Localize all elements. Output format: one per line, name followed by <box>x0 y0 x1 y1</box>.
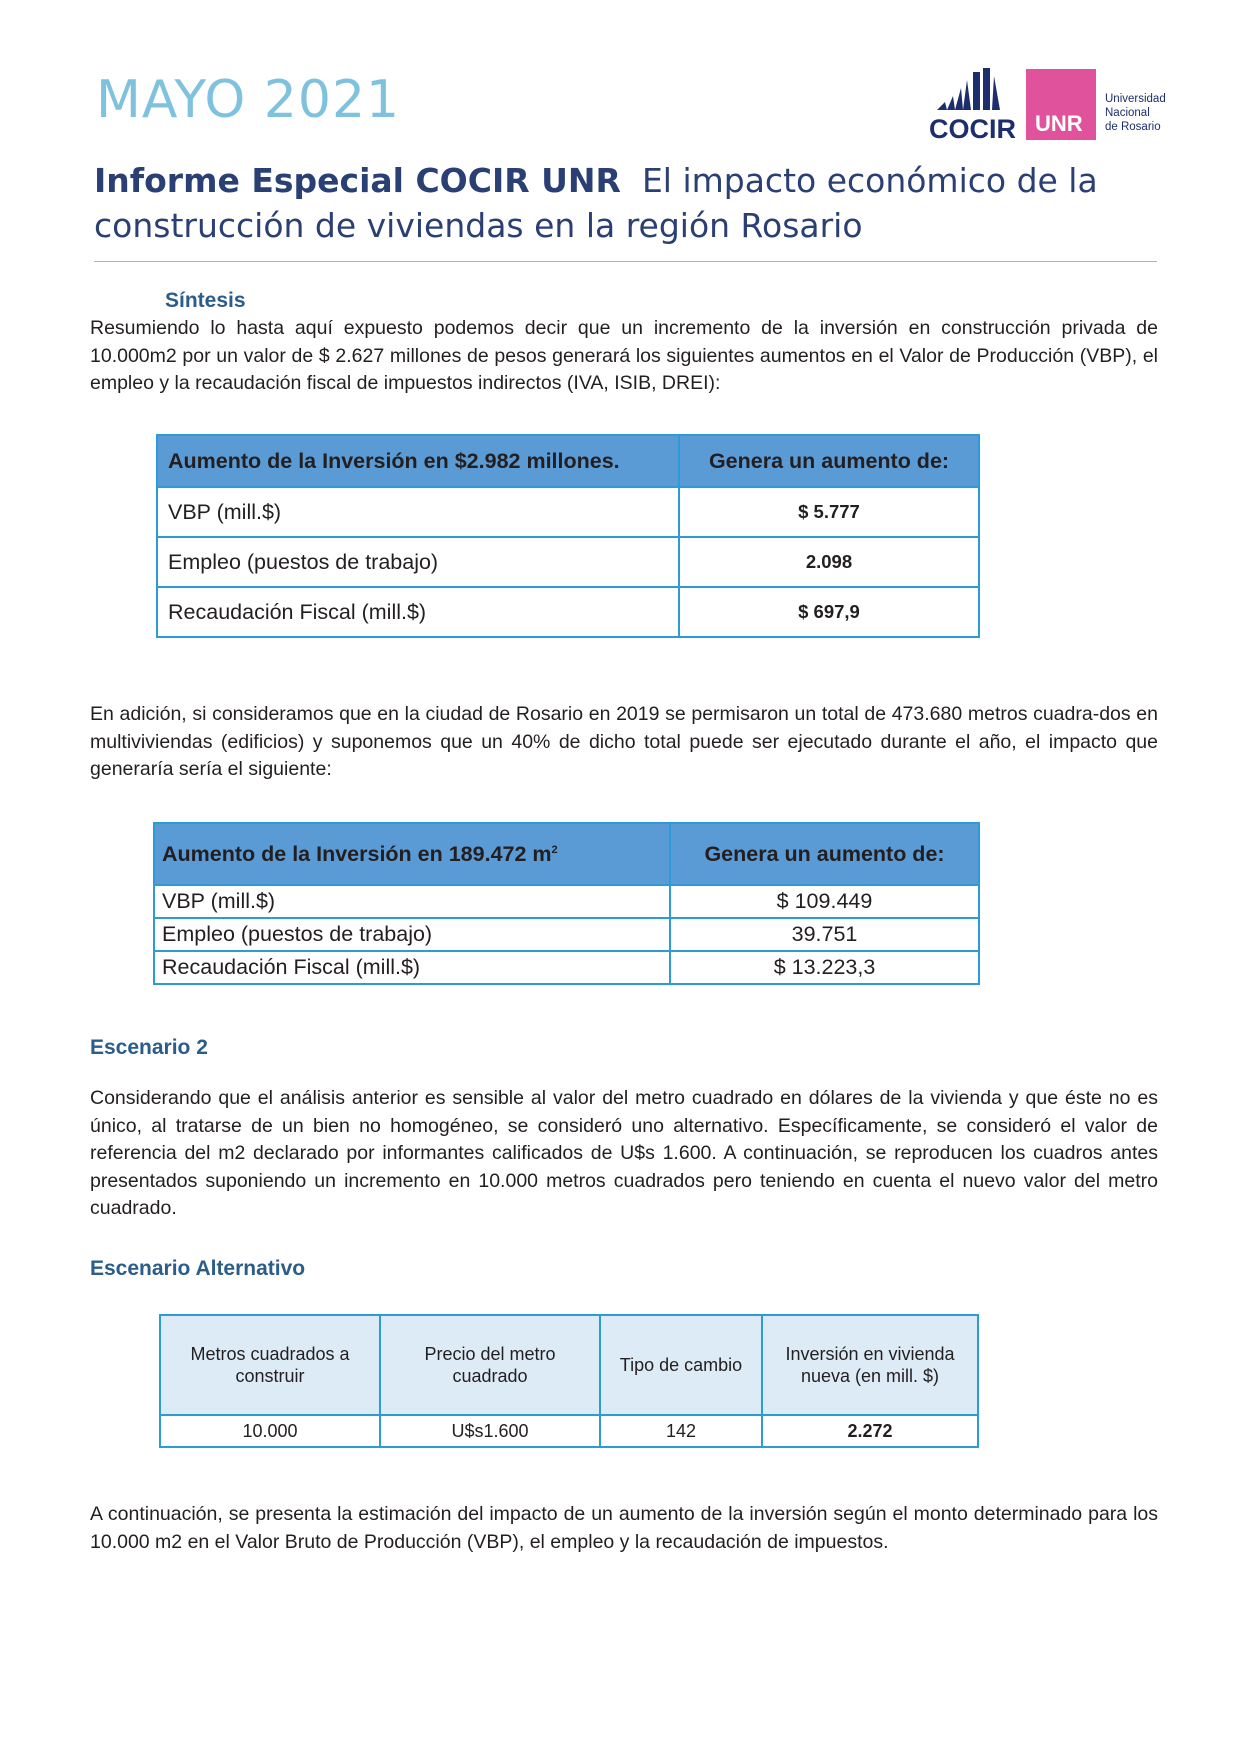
table-header-row <box>160 1315 978 1415</box>
table-row <box>154 885 979 918</box>
escenario-alt-heading: Escenario Alternativo <box>90 1257 306 1280</box>
cocir-logo-text: COCIR <box>929 114 1016 144</box>
unr-logo <box>1026 69 1096 140</box>
table-header-cell: Metros cuadrados a construir <box>160 1315 380 1415</box>
table-header-row <box>154 823 979 885</box>
table-cell-value: $ 13.223,3 <box>670 951 979 984</box>
cocir-building-icon <box>925 66 1025 116</box>
table-cell: 2.272 <box>762 1415 978 1447</box>
adicion-paragraph: En adición, si consideramos que en la ciudad de Rosario en 2019 se permisaron un total de 473.680 metros cuadra-dos en multiviviendas (edificios) y suponemos que un 40% de dicho total puede ser ejecutado durante el año, el impacto que generaría sería el siguiente: <box>90 703 1158 780</box>
table-header-cell: Precio del metro cuadrado <box>380 1315 600 1415</box>
table-header-row <box>157 435 979 487</box>
report-title-rest: El impacto económico de la <box>641 161 1098 200</box>
table-row <box>157 587 979 637</box>
table-cell: 142 <box>600 1415 762 1447</box>
table-header-text: Aumento de la Inversión en 189.472 m <box>162 841 552 866</box>
table-cell-label: Empleo (puestos de trabajo) <box>157 537 679 587</box>
table-header-cell: Tipo de cambio <box>600 1315 762 1415</box>
table-row <box>157 537 979 587</box>
table-row <box>154 951 979 984</box>
table-header-cell: Aumento de la Inversión en $2.982 millones. <box>157 435 679 487</box>
table-row <box>160 1415 978 1447</box>
table-cell-value: 2.098 <box>679 537 979 587</box>
table-cell: U$s1.600 <box>380 1415 600 1447</box>
university-name-line3: de Rosario <box>1105 121 1161 133</box>
university-name-line2: Nacional <box>1105 107 1150 119</box>
final-paragraph: A continuación, se presenta la estimación del impacto de un aumento de la inversión según el monto determinado para los 10.000 m2 en el Valor Bruto de Producción (VBP), el empleo y la recaudación de impuestos. <box>90 1503 1158 1553</box>
table-cell-label: Recaudación Fiscal (mill.$) <box>154 951 670 984</box>
sintesis-paragraph: Resumiendo lo hasta aquí expuesto podemos decir que un incremento de la inversión en construcción privada de 10.000m2 por un valor de $ 2.627 millones de pesos generará los siguientes aumentos en el Valor de Producción (VBP), el empleo y la recaudación fiscal de impuestos indirectos (IVA, ISIB, DREI): <box>90 317 1158 394</box>
report-title-line2: construcción de viviendas en la región Rosario <box>94 206 863 245</box>
table-cell-value: 39.751 <box>670 918 979 951</box>
table-cell-value: $ 697,9 <box>679 587 979 637</box>
table-header-cell <box>154 823 670 885</box>
unr-logo-text: UNR <box>1035 111 1083 136</box>
title-divider <box>94 261 1157 262</box>
escenario2-paragraph: Considerando que el análisis anterior es sensible al valor del metro cuadrado en dólares de la vivienda y que éste no es único, al tratarse de un bien no homogéneo, se consideró uno alternativo. Específicamente, se consideró el valor de referencia del m2 declarado por informantes calificados de U$s 1.600. A continuación, se reproducen los cuadros antes presentados suponiendo un incremento en 10.000 metros cuadrados pero teniendo en cuenta el nuevo valor del metro cuadrado. <box>90 1087 1158 1219</box>
impact-table-1 <box>156 434 980 638</box>
superscript: 2 <box>551 843 558 856</box>
escenario2-heading: Escenario 2 <box>90 1036 208 1059</box>
sintesis-heading: Síntesis <box>165 289 246 312</box>
report-date: MAYO 2021 <box>96 70 401 130</box>
university-name <box>1105 92 1166 134</box>
table-cell-label: Recaudación Fiscal (mill.$) <box>157 587 679 637</box>
cocir-logo <box>925 66 1025 144</box>
table-row <box>154 918 979 951</box>
table-cell-value: $ 5.777 <box>679 487 979 537</box>
table-header-cell: Inversión en vivienda nueva (en mill. $) <box>762 1315 978 1415</box>
table-cell-label: Empleo (puestos de trabajo) <box>154 918 670 951</box>
table-row <box>157 487 979 537</box>
table-cell-label: VBP (mill.$) <box>157 487 679 537</box>
table-cell-label: VBP (mill.$) <box>154 885 670 918</box>
impact-table-2 <box>153 822 980 985</box>
table-cell: 10.000 <box>160 1415 380 1447</box>
table-header-cell: Genera un aumento de: <box>679 435 979 487</box>
table-header-cell: Genera un aumento de: <box>670 823 979 885</box>
report-title <box>94 158 1154 248</box>
report-title-bold: Informe Especial COCIR UNR <box>94 161 621 200</box>
scenario-table <box>159 1314 979 1448</box>
university-name-line1: Universidad <box>1105 93 1166 105</box>
table-cell-value: $ 109.449 <box>670 885 979 918</box>
